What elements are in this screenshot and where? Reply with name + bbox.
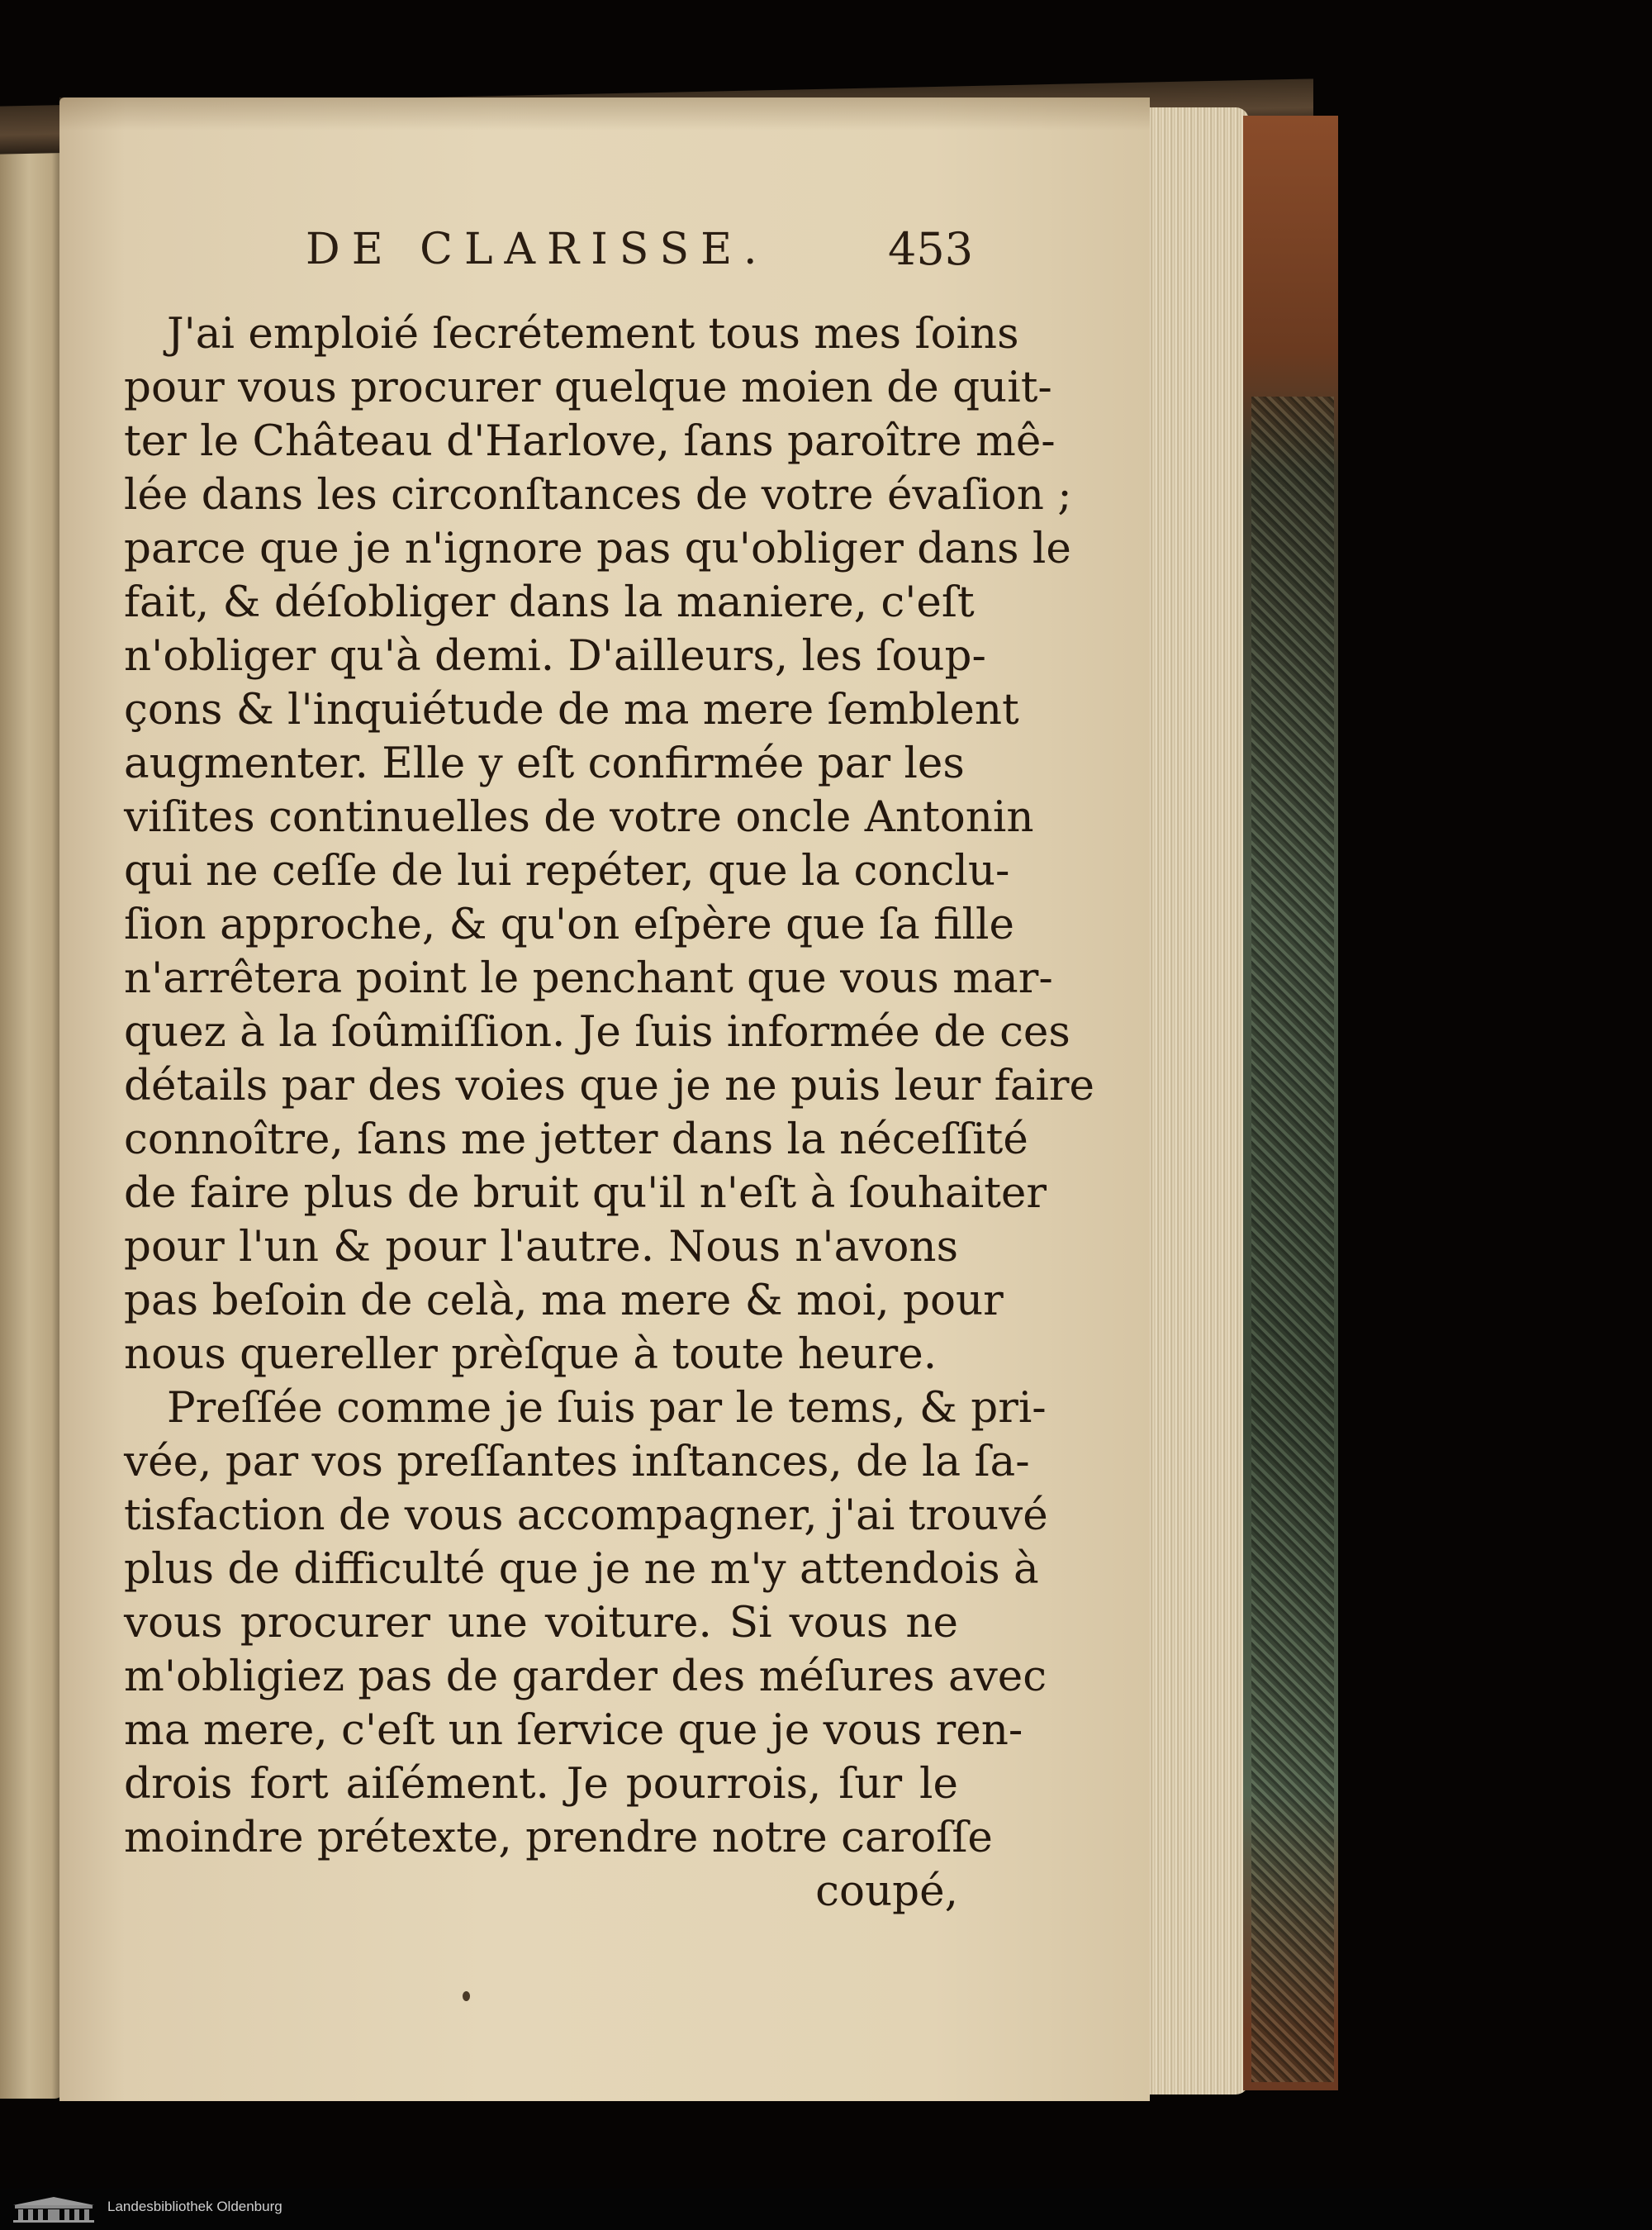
text-line: ter le Château d'Harlove, ſans paroître mê- bbox=[124, 416, 1056, 466]
library-name: Landesbibliothek Oldenburg bbox=[107, 2199, 282, 2214]
text-line: parce que je n'ignore pas qu'obliger dans le bbox=[124, 524, 1071, 573]
text-line: détails par des voies que je ne puis leur faire bbox=[124, 1061, 1094, 1110]
text-line: lée dans les circonſtances de votre évaſion ; bbox=[124, 470, 1072, 520]
text-line: n'obliger qu'à demi. D'ailleurs, les ſoup- bbox=[124, 631, 986, 681]
footer-bar bbox=[0, 2189, 1652, 2230]
text-line: quez à la ſoûmiſſion. Je ſuis informée de ces bbox=[124, 1007, 1070, 1057]
text-line: moindre prétexte, prendre notre caroſſe bbox=[124, 1813, 993, 1862]
text-line: pas beſoin de celà, ma mere & moi, pour bbox=[124, 1276, 1004, 1325]
text-line: vée, par vos preſſantes inſtances, de la ſa- bbox=[124, 1437, 1030, 1486]
text-line: J'ai emploié ſecrétement tous mes ſoins bbox=[167, 309, 1019, 359]
catchword: coupé, bbox=[815, 1866, 958, 1916]
ink-spot bbox=[463, 1991, 470, 2001]
page-edges bbox=[1133, 107, 1249, 2094]
page-shadow bbox=[59, 97, 1150, 131]
text-line: augmenter. Elle y eſt confirmée par les bbox=[124, 739, 965, 788]
text-line: ſion approche, & qu'on eſpère que ſa fille bbox=[124, 900, 1014, 949]
text-line: de faire plus de bruit qu'il n'eſt à ſouhaiter bbox=[124, 1168, 1047, 1218]
text-line: pour vous procurer quelque moien de quit- bbox=[124, 363, 1052, 412]
text-line: vous procurer une voiture. Si vous ne bbox=[124, 1598, 958, 1648]
body-text bbox=[124, 307, 1094, 1919]
text-line: connoître, ſans me jetter dans la néceſſité bbox=[124, 1115, 1028, 1164]
text-line: Preſſée comme je ſuis par le tems, & pri- bbox=[167, 1383, 1047, 1433]
text-line: n'arrêtera point le penchant que vous mar- bbox=[124, 953, 1053, 1003]
page-number: 453 bbox=[888, 223, 974, 275]
text-line: plus de difficulté que je ne m'y attendois à bbox=[124, 1544, 1039, 1594]
text-line: tisfaction de vous accompagner, j'ai trouvé bbox=[124, 1491, 1048, 1540]
text-line: nous quereller prèſque à toute heure. bbox=[124, 1329, 938, 1379]
text-line: drois fort aiſément. Je pourrois, ſur le bbox=[124, 1759, 958, 1809]
text-line: qui ne ceſſe de lui repéter, que la conclu- bbox=[124, 846, 1010, 896]
text-line: viſites continuelles de votre oncle Antonin bbox=[124, 792, 1034, 842]
text-line: m'obligiez pas de garder des méſures avec bbox=[124, 1652, 1047, 1701]
text-line: çons & l'inquiétude de ma mere ſemblent bbox=[124, 685, 1019, 735]
marbled-board bbox=[1251, 397, 1334, 2082]
facing-page-edge bbox=[0, 124, 64, 2099]
text-line: pour l'un & pour l'autre. Nous n'avons bbox=[124, 1222, 958, 1272]
text-line: ma mere, c'eſt un ſervice que je vous ren- bbox=[124, 1705, 1023, 1755]
library-building-icon bbox=[8, 2195, 99, 2223]
running-title: DE CLARISSE. bbox=[306, 225, 769, 274]
text-line: fait, & déſobliger dans la maniere, c'eſt bbox=[124, 578, 975, 627]
